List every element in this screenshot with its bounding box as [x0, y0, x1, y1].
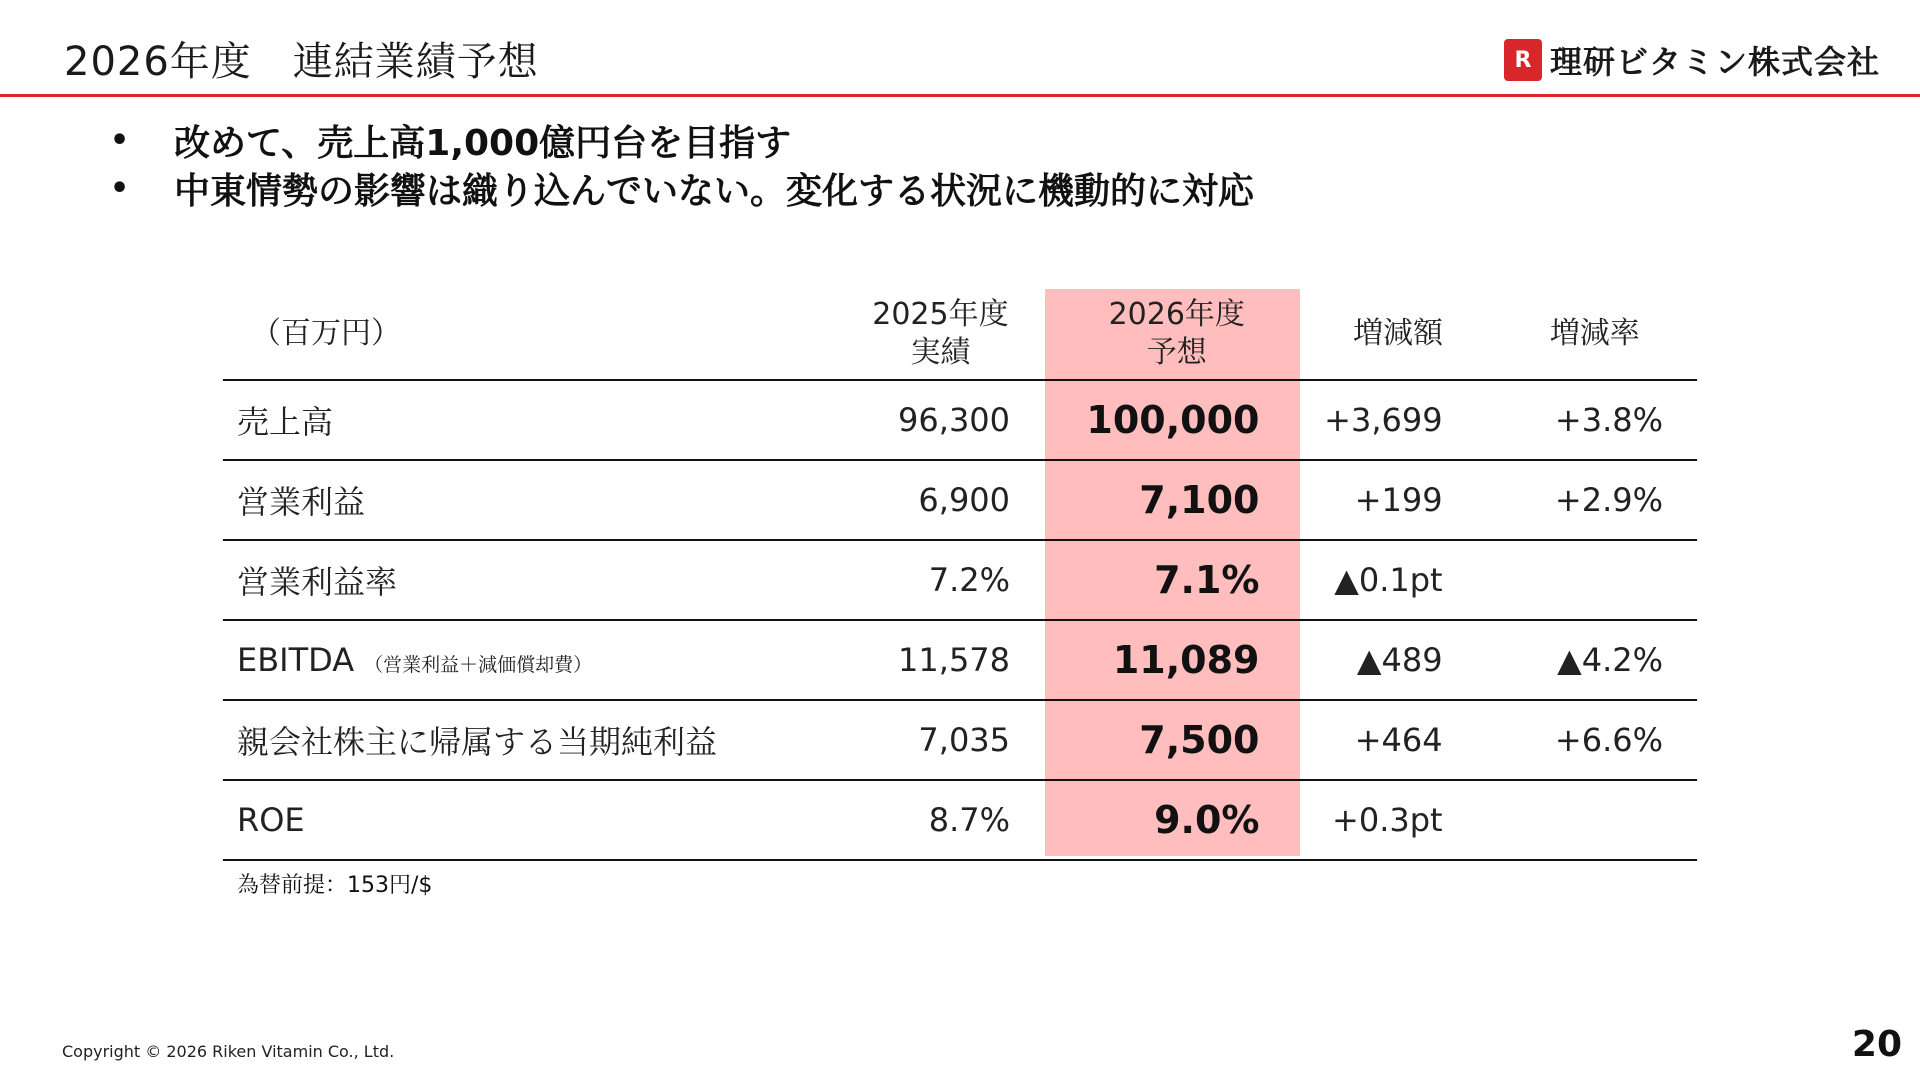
row-label — [223, 780, 831, 860]
cell-2026-value: 7.1% — [1154, 558, 1260, 602]
row-label-text: 営業利益 — [237, 483, 366, 521]
cell-rate — [1493, 540, 1697, 620]
cell-rate — [1493, 460, 1697, 540]
copyright: Copyright © 2026 Riken Vitamin Co., Ltd. — [62, 1042, 395, 1061]
col-header-rate: 増減率 — [1493, 289, 1697, 380]
row-label — [223, 620, 831, 700]
fx-assumption-note: 為替前提：153円/$ — [237, 873, 433, 898]
cell-2025 — [831, 780, 1050, 860]
cell-2026-value: 7,100 — [1139, 478, 1260, 522]
title-divider — [0, 94, 1920, 97]
cell-2026 — [1050, 700, 1303, 780]
cell-2026 — [1050, 540, 1303, 620]
row-label-text: 親会社株主に帰属する当期純利益 — [237, 723, 718, 761]
col-header-2026-year: 2026年度 — [1108, 297, 1245, 332]
forecast-table-container — [223, 289, 1697, 861]
cell-rate — [1493, 700, 1697, 780]
riken-logo-icon: R — [1504, 39, 1542, 81]
cell-diff — [1303, 780, 1492, 860]
bullet-dot-icon: • — [110, 170, 130, 206]
unit-label: （百万円） — [223, 289, 831, 380]
cell-diff-value: +0.3pt — [1332, 801, 1443, 839]
cell-2025-value: 8.7% — [928, 801, 1011, 839]
cell-2025-value: 96,300 — [898, 401, 1011, 439]
cell-2026 — [1050, 460, 1303, 540]
cell-diff — [1303, 380, 1492, 460]
company-name: 理研ビタミン株式会社 — [1549, 43, 1880, 81]
cell-2025 — [831, 380, 1050, 460]
cell-2026-value: 11,089 — [1112, 638, 1260, 682]
company-logo — [1504, 38, 1880, 82]
cell-diff-value: +464 — [1354, 721, 1443, 759]
table-row — [223, 700, 1697, 780]
cell-2026 — [1050, 380, 1303, 460]
table-row — [223, 540, 1697, 620]
cell-2026-value: 7,500 — [1139, 718, 1260, 762]
cell-2025-value: 7,035 — [918, 721, 1011, 759]
cell-2025 — [831, 540, 1050, 620]
table-row — [223, 620, 1697, 700]
cell-diff-value: ▲0.1pt — [1334, 561, 1443, 599]
col-header-diff: 増減額 — [1303, 289, 1492, 380]
row-label-text: 売上高 — [237, 403, 334, 441]
cell-2025 — [831, 620, 1050, 700]
cell-2025 — [831, 460, 1050, 540]
cell-diff-value: ▲489 — [1356, 641, 1443, 679]
col-header-2025 — [831, 289, 1050, 380]
cell-2025 — [831, 700, 1050, 780]
page-title: 2026年度 連結業績予想 — [64, 39, 539, 85]
bullet-list — [110, 116, 1254, 212]
row-label-note: （営業利益＋減価償却費） — [364, 654, 593, 676]
cell-diff — [1303, 460, 1492, 540]
table-row — [223, 460, 1697, 540]
cell-rate-value: +3.8% — [1554, 401, 1663, 439]
col-header-2025-type: 実績 — [910, 335, 971, 370]
table-header-row — [223, 289, 1697, 380]
col-header-2026 — [1050, 289, 1303, 380]
cell-2025-value: 6,900 — [918, 481, 1011, 519]
bullet-item — [110, 164, 1254, 212]
cell-rate — [1493, 780, 1697, 860]
page-number: 20 — [1851, 1024, 1902, 1065]
cell-2026-value: 100,000 — [1086, 398, 1260, 442]
row-label — [223, 700, 831, 780]
col-header-2025-year: 2025年度 — [872, 297, 1009, 332]
row-label-text: ROE — [237, 801, 305, 839]
cell-2026 — [1050, 620, 1303, 700]
cell-rate-value: ▲4.2% — [1557, 641, 1663, 679]
cell-diff-value: +3,699 — [1324, 401, 1443, 439]
cell-diff — [1303, 700, 1492, 780]
cell-rate — [1493, 380, 1697, 460]
cell-2026-value: 9.0% — [1154, 798, 1260, 842]
cell-2026 — [1050, 780, 1303, 860]
col-header-2026-type: 予想 — [1146, 335, 1207, 370]
cell-rate-value: +2.9% — [1554, 481, 1663, 519]
cell-diff-value: +199 — [1354, 481, 1443, 519]
table-row — [223, 780, 1697, 860]
row-label — [223, 380, 831, 460]
bullet-text: 改めて、売上高1,000億円台を目指す — [174, 122, 792, 164]
cell-rate — [1493, 620, 1697, 700]
bullet-text: 中東情勢の影響は織り込んでいない。変化する状況に機動的に対応 — [174, 170, 1255, 212]
row-label — [223, 460, 831, 540]
forecast-table — [223, 289, 1697, 861]
cell-2025-value: 11,578 — [898, 641, 1011, 679]
table-row — [223, 380, 1697, 460]
cell-rate-value: +6.6% — [1554, 721, 1663, 759]
row-label — [223, 540, 831, 620]
row-label-text: EBITDA — [237, 641, 355, 679]
row-label-text: 営業利益率 — [237, 563, 398, 601]
cell-2025-value: 7.2% — [928, 561, 1011, 599]
bullet-item — [110, 116, 1254, 164]
cell-diff — [1303, 540, 1492, 620]
bullet-dot-icon: • — [110, 122, 130, 158]
cell-diff — [1303, 620, 1492, 700]
